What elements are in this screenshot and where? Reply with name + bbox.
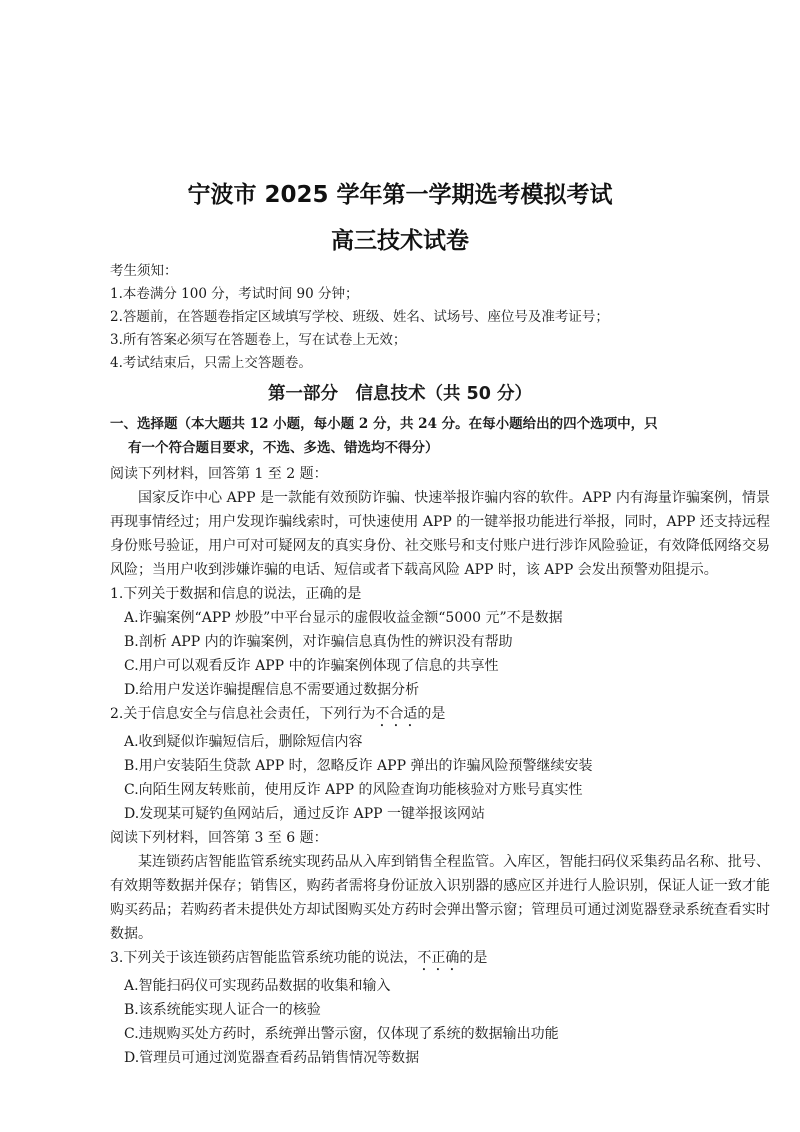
material-intro: 阅读下列材料，回答第 3 至 6 题： xyxy=(110,830,328,846)
question-2-option: D.发现某可疑钓鱼网站后，通过反诈 APP 一键举报该网站 xyxy=(124,806,486,822)
emphasis-text: 不合适 xyxy=(375,706,418,722)
question-1-option: D.给用户发送诈骗提醒信息不需要通过数据分析 xyxy=(124,682,420,698)
question-3-option: C.违规购买处方药时，系统弹出警示窗，仅体现了系统的数据输出功能 xyxy=(124,1026,559,1042)
stem-text: 的是 xyxy=(417,706,446,722)
question-1-option: B.剖析 APP 内的诈骗案例，对诈骗信息真伪性的辨识没有帮助 xyxy=(124,634,513,650)
notice-heading: 考生须知： xyxy=(110,263,178,279)
question-2-option: A.收到疑似诈骗短信后，删除短信内容 xyxy=(124,734,363,750)
question-1-option: C.用户可以观看反诈 APP 中的诈骗案例体现了信息的共享性 xyxy=(124,658,499,674)
question-3-option: D.管理员可通过浏览器查看药品销售情况等数据 xyxy=(124,1050,420,1066)
section-line: 有一个符合题目要求，不选、多选、错选均不得分） xyxy=(128,440,439,456)
question-2-option: B.用户安装陌生贷款 APP 时，忽略反诈 APP 弹出的诈骗风险预警继续安装 xyxy=(124,758,593,774)
part-title: 第一部分 信息技术（共 50 分） xyxy=(267,384,533,404)
question-1-stem: 1.下列关于数据和信息的说法，正确的是 xyxy=(110,586,362,602)
exam-subtitle: 高三技术试卷 xyxy=(331,228,469,254)
question-1-option: A.诈骗案例“APP 炒股”中平台显示的虚假收益金额“5000 元”不是数据 xyxy=(124,610,563,626)
section-instructions xyxy=(110,412,770,460)
exam-title: 宁波市 2025 学年第一学期选考模拟考试 xyxy=(187,182,613,208)
question-3-option: A.智能扫码仪可实现药品数据的收集和输入 xyxy=(124,978,391,994)
stem-text: 2.关于信息安全与信息社会责任，下列行为 xyxy=(110,706,376,722)
stem-text: 3.下列关于该连锁药店智能监管系统功能的说法， xyxy=(110,950,418,966)
question-2-stem xyxy=(110,702,770,730)
question-3-stem xyxy=(110,946,770,974)
question-3-option: B.该系统能实现人证合一的核验 xyxy=(124,1002,321,1018)
notice-item: 3.所有答案必须写在答题卷上，写在试卷上无效； xyxy=(110,332,407,348)
question-body xyxy=(110,462,770,1070)
notice-item: 1.本卷满分 100 分，考试时间 90 分钟； xyxy=(110,286,359,302)
emphasis-text: 不正确 xyxy=(417,950,460,966)
material-text: 某连锁药店智能监管系统实现药品从入库到销售全程监管。入库区，智能扫码仪采集药品名称、批号、有效期等数据并保存；销售区，购药者需将身份证放入识别器的感应区并进行人脸识别，保证人证一致才能购买药品；若购药者未提供处方却试图购买处方药时会弹出警示窗；管理员可通过浏览器登录系统查看实时数据。 xyxy=(110,854,770,942)
material-intro: 阅读下列材料，回答第 1 至 2 题： xyxy=(110,466,328,482)
question-2-option: C.向陌生网友转账前，使用反诈 APP 的风险查询功能核验对方账号真实性 xyxy=(124,782,583,798)
stem-text: 的是 xyxy=(459,950,488,966)
notice-item: 4.考试结束后，只需上交答题卷。 xyxy=(110,355,312,371)
section-line: 一、选择题（本大题共 12 小题，每小题 2 分，共 24 分。在每小题给出的四个选项中，只 xyxy=(110,416,658,432)
material-text: 国家反诈中心 APP 是一款能有效预防诈骗、快速举报诈骗内容的软件。APP 内有海量诈骗案例，情景再现事情经过；用户发现诈骗线索时，可快速使用 APP 的一键举报功能进行举报，同时，APP 还支持远程身份账号验证，用户可对可疑网友的真实身份、社交账号和支付账户进行涉诈风险验证，有效降低网络交易风险；当用户收到涉嫌诈骗的电话、短信或者下载高风险 APP 时，该 APP 会发出预警劝阻提示。 xyxy=(110,490,770,578)
notice-item: 2.答题前，在答题卷指定区域填写学校、班级、姓名、试场号、座位号及准考证号； xyxy=(110,309,609,325)
notice-block xyxy=(110,260,760,375)
